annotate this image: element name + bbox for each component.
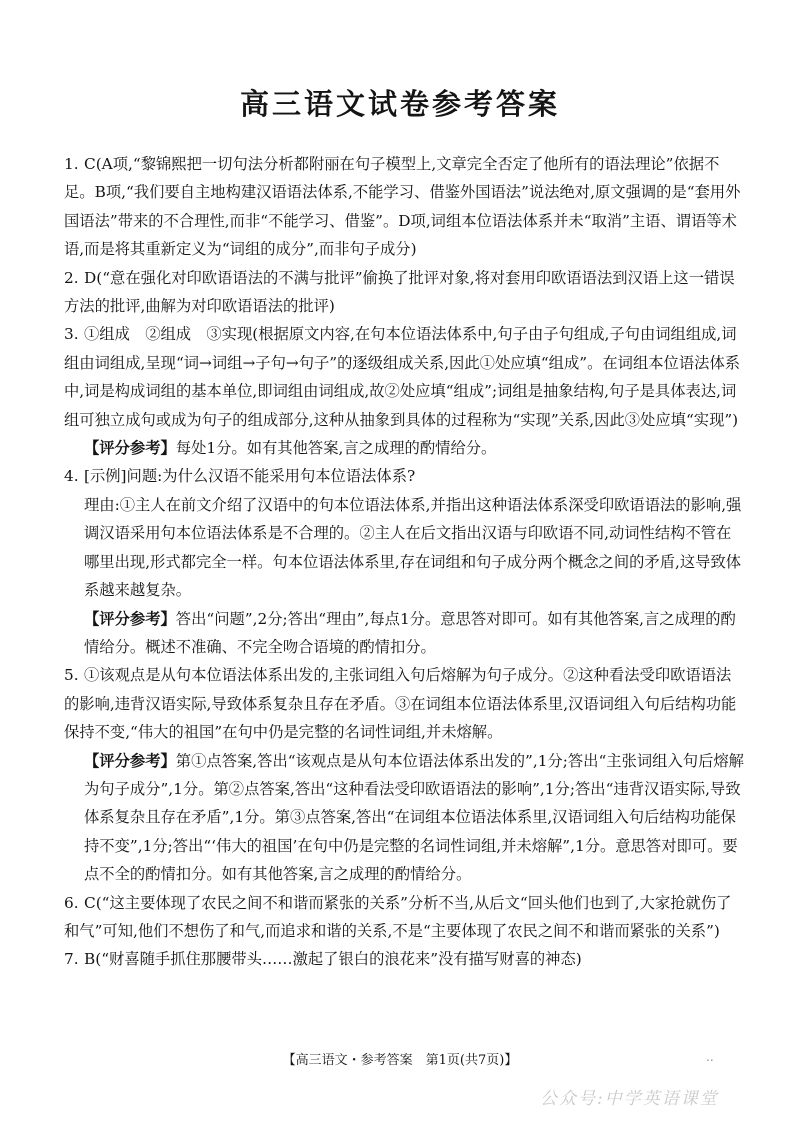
item-number: 1. bbox=[64, 155, 79, 173]
answer-list bbox=[64, 150, 746, 974]
item-number: 4. bbox=[64, 467, 79, 486]
item-text: ①该观点是从句本位语法体系出发的,主张词组入句后熔解为句子成分。②这种看法受印欧语语法的影响,违背汉语实际,导致体系复杂且存在矛盾。③在词组本位语法体系里,汉语词组入句后结构功能保持不变,“伟大的祖国”在句中仍是完整的名词性词组,并未熔解。 bbox=[64, 666, 737, 742]
scoring-tag: 【评分参考】 bbox=[84, 439, 176, 458]
answer-item-6 bbox=[64, 889, 746, 946]
page-title: 高三语文试卷参考答案 bbox=[239, 87, 560, 121]
item-text: C(A项,“黎锦熙把一切句法分析都附丽在句子模型上,文章完全否定了他所有的语法理论”依据不足。B项,“我们要自主地构建汉语语法体系,不能学习、借鉴外国语法”说法绝对,原文强调的是“套用外国语法”带来的不合理性,而非“不能学习、借鉴”。D项,词组本位语法体系并未“取消”主语、谓语等术语,而是将其重新定义为“词组的成分”,而非句子成分) bbox=[64, 155, 741, 259]
scoring-text: 答出“问题”,2分;答出“理由”,每点1分。意思答对即可。如有其他答案,言之成理的酌情给分。概述不准确、不完全吻合语境的酌情扣分。 bbox=[84, 609, 736, 656]
scoring-text: 第①点答案,答出“该观点是从句本位语法体系出发的”,1分;答出“主张词组入句后熔解为句子成分”,1分。第②点答案,答出“这种看法受印欧语语法的影响”,1分;答出“违背汉语实际,导致体系复杂且存在矛盾”,1分。第③点答案,答出“在词组本位语法体系里,汉语词组入句后结构功能保持不变”,1分;答出“‘伟大的祖国’在句中仍是完整的名词性词组,并未熔解”,1分。意思答对即可。要点不全的酌情扣分。如有其他答案,言之成理的酌情给分。 bbox=[84, 751, 744, 884]
scoring-reference bbox=[64, 605, 746, 662]
scoring-reference bbox=[64, 747, 746, 889]
item-number: 2. bbox=[64, 268, 79, 287]
footer-dots: .. bbox=[706, 1050, 714, 1064]
watermark: 公众号:中学英语课堂 bbox=[540, 1089, 719, 1109]
item-text: [示例]问题:为什么汉语不能采用句本位语法体系? bbox=[84, 467, 416, 486]
scoring-text: 每处1分。如有其他答案,言之成理的酌情给分。 bbox=[175, 439, 497, 458]
item-text: C(“这主要体现了农民之间不和谐而紧张的关系”分析不当,从后文“回头他们也到了,大家抢就伤了和气”可知,他们不想伤了和气,而追求和谐的关系,不是“主要体现了农民之间不和谐而紧张的关系”) bbox=[64, 893, 732, 940]
answer-item-4 bbox=[64, 462, 746, 661]
item-number: 3. bbox=[64, 325, 79, 344]
item-reason-paragraph: 理由:①主人在前文介绍了汉语中的句本位语法体系,并指出这种语法体系深受印欧语语法的影响,强调汉语采用句本位语法体系是不合理的。②主人在后文指出汉语与印欧语不同,动词性结构不管在哪里出现,形式都完全一样。句本位语法体系里,存在词组和句子成分两个概念之间的矛盾,这导致体系越来越复杂。 bbox=[84, 495, 742, 600]
scoring-tag: 【评分参考】 bbox=[84, 609, 176, 628]
item-number: 7. bbox=[64, 950, 79, 969]
answer-item-2 bbox=[64, 264, 746, 321]
item-text: D(“意在强化对印欧语语法的不满与批评”偷换了批评对象,将对套用印欧语语法到汉语上这一错误方法的批评,曲解为对印欧语语法的批评) bbox=[64, 268, 735, 316]
item-number: 5. bbox=[64, 666, 79, 685]
scoring-reference bbox=[64, 434, 746, 462]
answer-item-3 bbox=[64, 320, 746, 462]
answer-item-1 bbox=[64, 150, 746, 264]
item-text: ①组成 ②组成 ③实现(根据原文内容,在句本位语法体系中,句子由子句组成,子句由词组组成,词组由词组成,呈现“词→词组→子句→句子”的逐级组成关系,因此①处应填“组成”。在词组本位语法体系中,词是构成词组的基本单位,即词组由词组成,故②处应填“组成”;词组是抽象结构,句子是具体表达,词组可独立成句或成为句子的组成部分,这种从抽象到具体的过程称为“实现”关系,因此③处应填“实现”) bbox=[64, 325, 741, 429]
item-text: B(“财喜随手抓住那腰带头……激起了银白的浪花来”没有描写财喜的神态) bbox=[84, 950, 582, 969]
item-number: 6. bbox=[64, 893, 79, 912]
scoring-tag: 【评分参考】 bbox=[84, 751, 176, 770]
answer-item-7 bbox=[64, 945, 746, 973]
page-footer: 【高三语文・参考答案 第1页(共7页)】 bbox=[282, 1053, 518, 1068]
answer-item-5 bbox=[64, 661, 746, 888]
